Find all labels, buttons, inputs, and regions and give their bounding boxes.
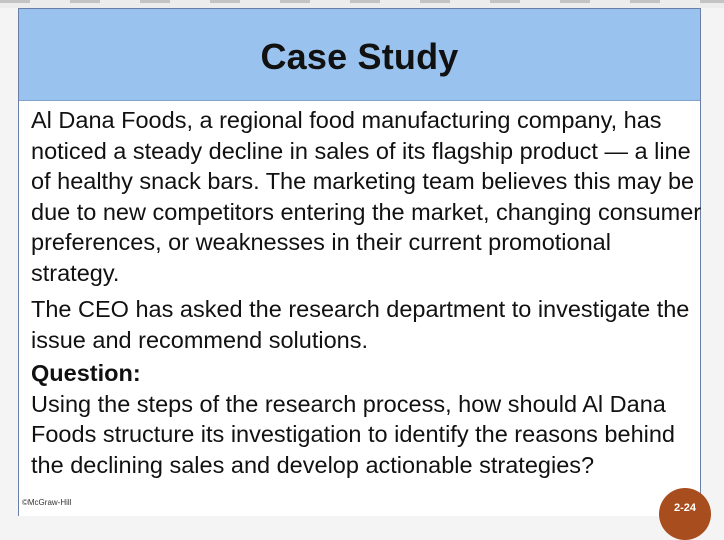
- ceo-paragraph: The CEO has asked the research department to investigate the issue and recommend solutions.: [31, 296, 690, 353]
- previous-slide-text-fragment: [0, 0, 724, 3]
- title-band: [19, 9, 700, 101]
- case-paragraph: Al Dana Foods, a regional food manufacturing company, has noticed a steady decline in sales of its flagship product — a line of healthy snack bars. The marketing team believes this may be due to new competitors entering the market, changing consumer preferences, or weaknesses in their current promotional strategy.: [31, 107, 702, 286]
- question-text: Using the steps of the research process, how should Al Dana Foods structure its investigation to identify the reasons behind the declining sales and develop actionable strategies?: [31, 390, 676, 478]
- page-number: 2-24: [673, 502, 697, 514]
- question-label: Question:: [31, 360, 141, 386]
- slide: [18, 8, 701, 516]
- page-number-badge: [659, 488, 711, 540]
- copyright-notice: ©McGraw-Hill: [22, 498, 72, 507]
- previous-slide-strip: [0, 0, 724, 8]
- slide-title: Case Study: [260, 36, 459, 77]
- slide-body: [31, 105, 703, 480]
